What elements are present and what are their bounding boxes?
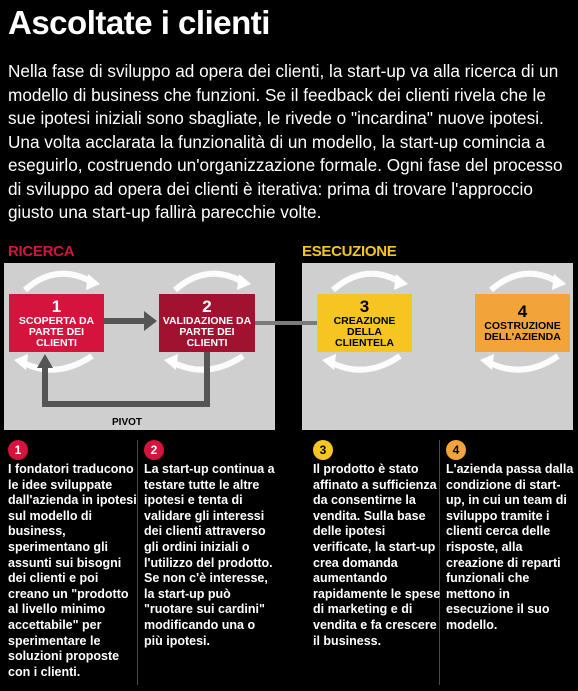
cycle-arrow-icon: [330, 356, 400, 370]
step-label: VALIDAZIONE DA PARTE DEI CLIENTI: [162, 314, 252, 349]
step-box-4: [475, 294, 570, 352]
step-badge-1: 1: [8, 440, 28, 460]
cycle-arrow-icon: [491, 274, 558, 290]
pivot-loop: [45, 352, 207, 404]
step-badge-4: 4: [446, 440, 466, 460]
step-label: COSTRUZIONE DELL'AZIENDA: [484, 320, 561, 343]
intro-paragraph: Nella fase di sviluppo ad opera dei clienti, la start-up va alla ricerca di un modello di business che funzioni. Se il feedback dei clienti rivela che le sue ipotesi iniziali sono sbagliate, le rivede o "incardina" nuove ipotesi. Una volta acclarata la funzionalità di un modello, la start-up comincia a eseguirlo, costruendo un'organizzazione formale. Ogni fase del processo di sviluppo ad opera dei clienti è iterativa: prima di trovare l'approccio giusto una start-up fallirà parecchie volte.: [8, 61, 563, 222]
step-box-1: [9, 294, 104, 352]
cycle-arrow-icon: [488, 356, 558, 370]
page-title: Ascoltate i clienti: [8, 4, 270, 41]
step-number: 3: [359, 296, 370, 316]
step-number: 4: [517, 302, 528, 321]
pivot-label: PIVOT: [112, 417, 143, 428]
step-description-4: L'azienda passa dalla condizione di start-up, in cui un team di sviluppo tramite i clienti cerca delle risposte, alla creazione di reparti funzionali che mettono in esecuzione il suo modello.: [446, 462, 574, 632]
step-description-2: La start-up continua a testare tutte le altre ipotesi e tenta di validare gli interessi dei clienti attraverso gli ordini iniziali o l'utilizzo del prodotto. Se non c'è interesse, la start-up può "ruotare sui cardini" modificando una o più ipotesi.: [144, 462, 275, 648]
step-number: 2: [202, 296, 212, 316]
phase-label-esecuzione: ESECUZIONE: [302, 243, 397, 260]
cycle-arrow-icon: [25, 274, 92, 290]
step-label: CREAZIONE DELLA CLIENTELA: [333, 314, 396, 349]
step-description-3: Il prodotto è stato affinato a sufficienza da consentirne la vendita. Sulla base delle ipotesi verificate, la start-up crea domanda aumentando rapidamente le spese di marketing e di vendita e fa crescere il business.: [313, 462, 441, 648]
step-number: 1: [51, 296, 62, 316]
step-label: SCOPERTA DA PARTE DEI CLIENTI: [18, 314, 95, 349]
cycle-arrow-icon: [175, 274, 243, 290]
cycle-arrow-icon: [333, 274, 400, 290]
step-badge-3: 3: [313, 440, 333, 460]
step-box-2: [159, 294, 255, 352]
step-box-3: [317, 294, 412, 352]
step-badge-2: 2: [144, 440, 164, 460]
forward-arrow: [104, 311, 157, 331]
cycle-arrow-icon: [22, 356, 92, 370]
phase-label-ricerca: RICERCA: [8, 243, 75, 260]
step-description-1: I fondatori traducono le idee sviluppate dall'azienda in ipotesi sul modello di business, sperimentano gli assunti sui bisogni dei clienti e poi creano un "prodotto al livello minimo accettabile" per sperimentare le soluzioni proposte con i clienti.: [8, 462, 137, 679]
